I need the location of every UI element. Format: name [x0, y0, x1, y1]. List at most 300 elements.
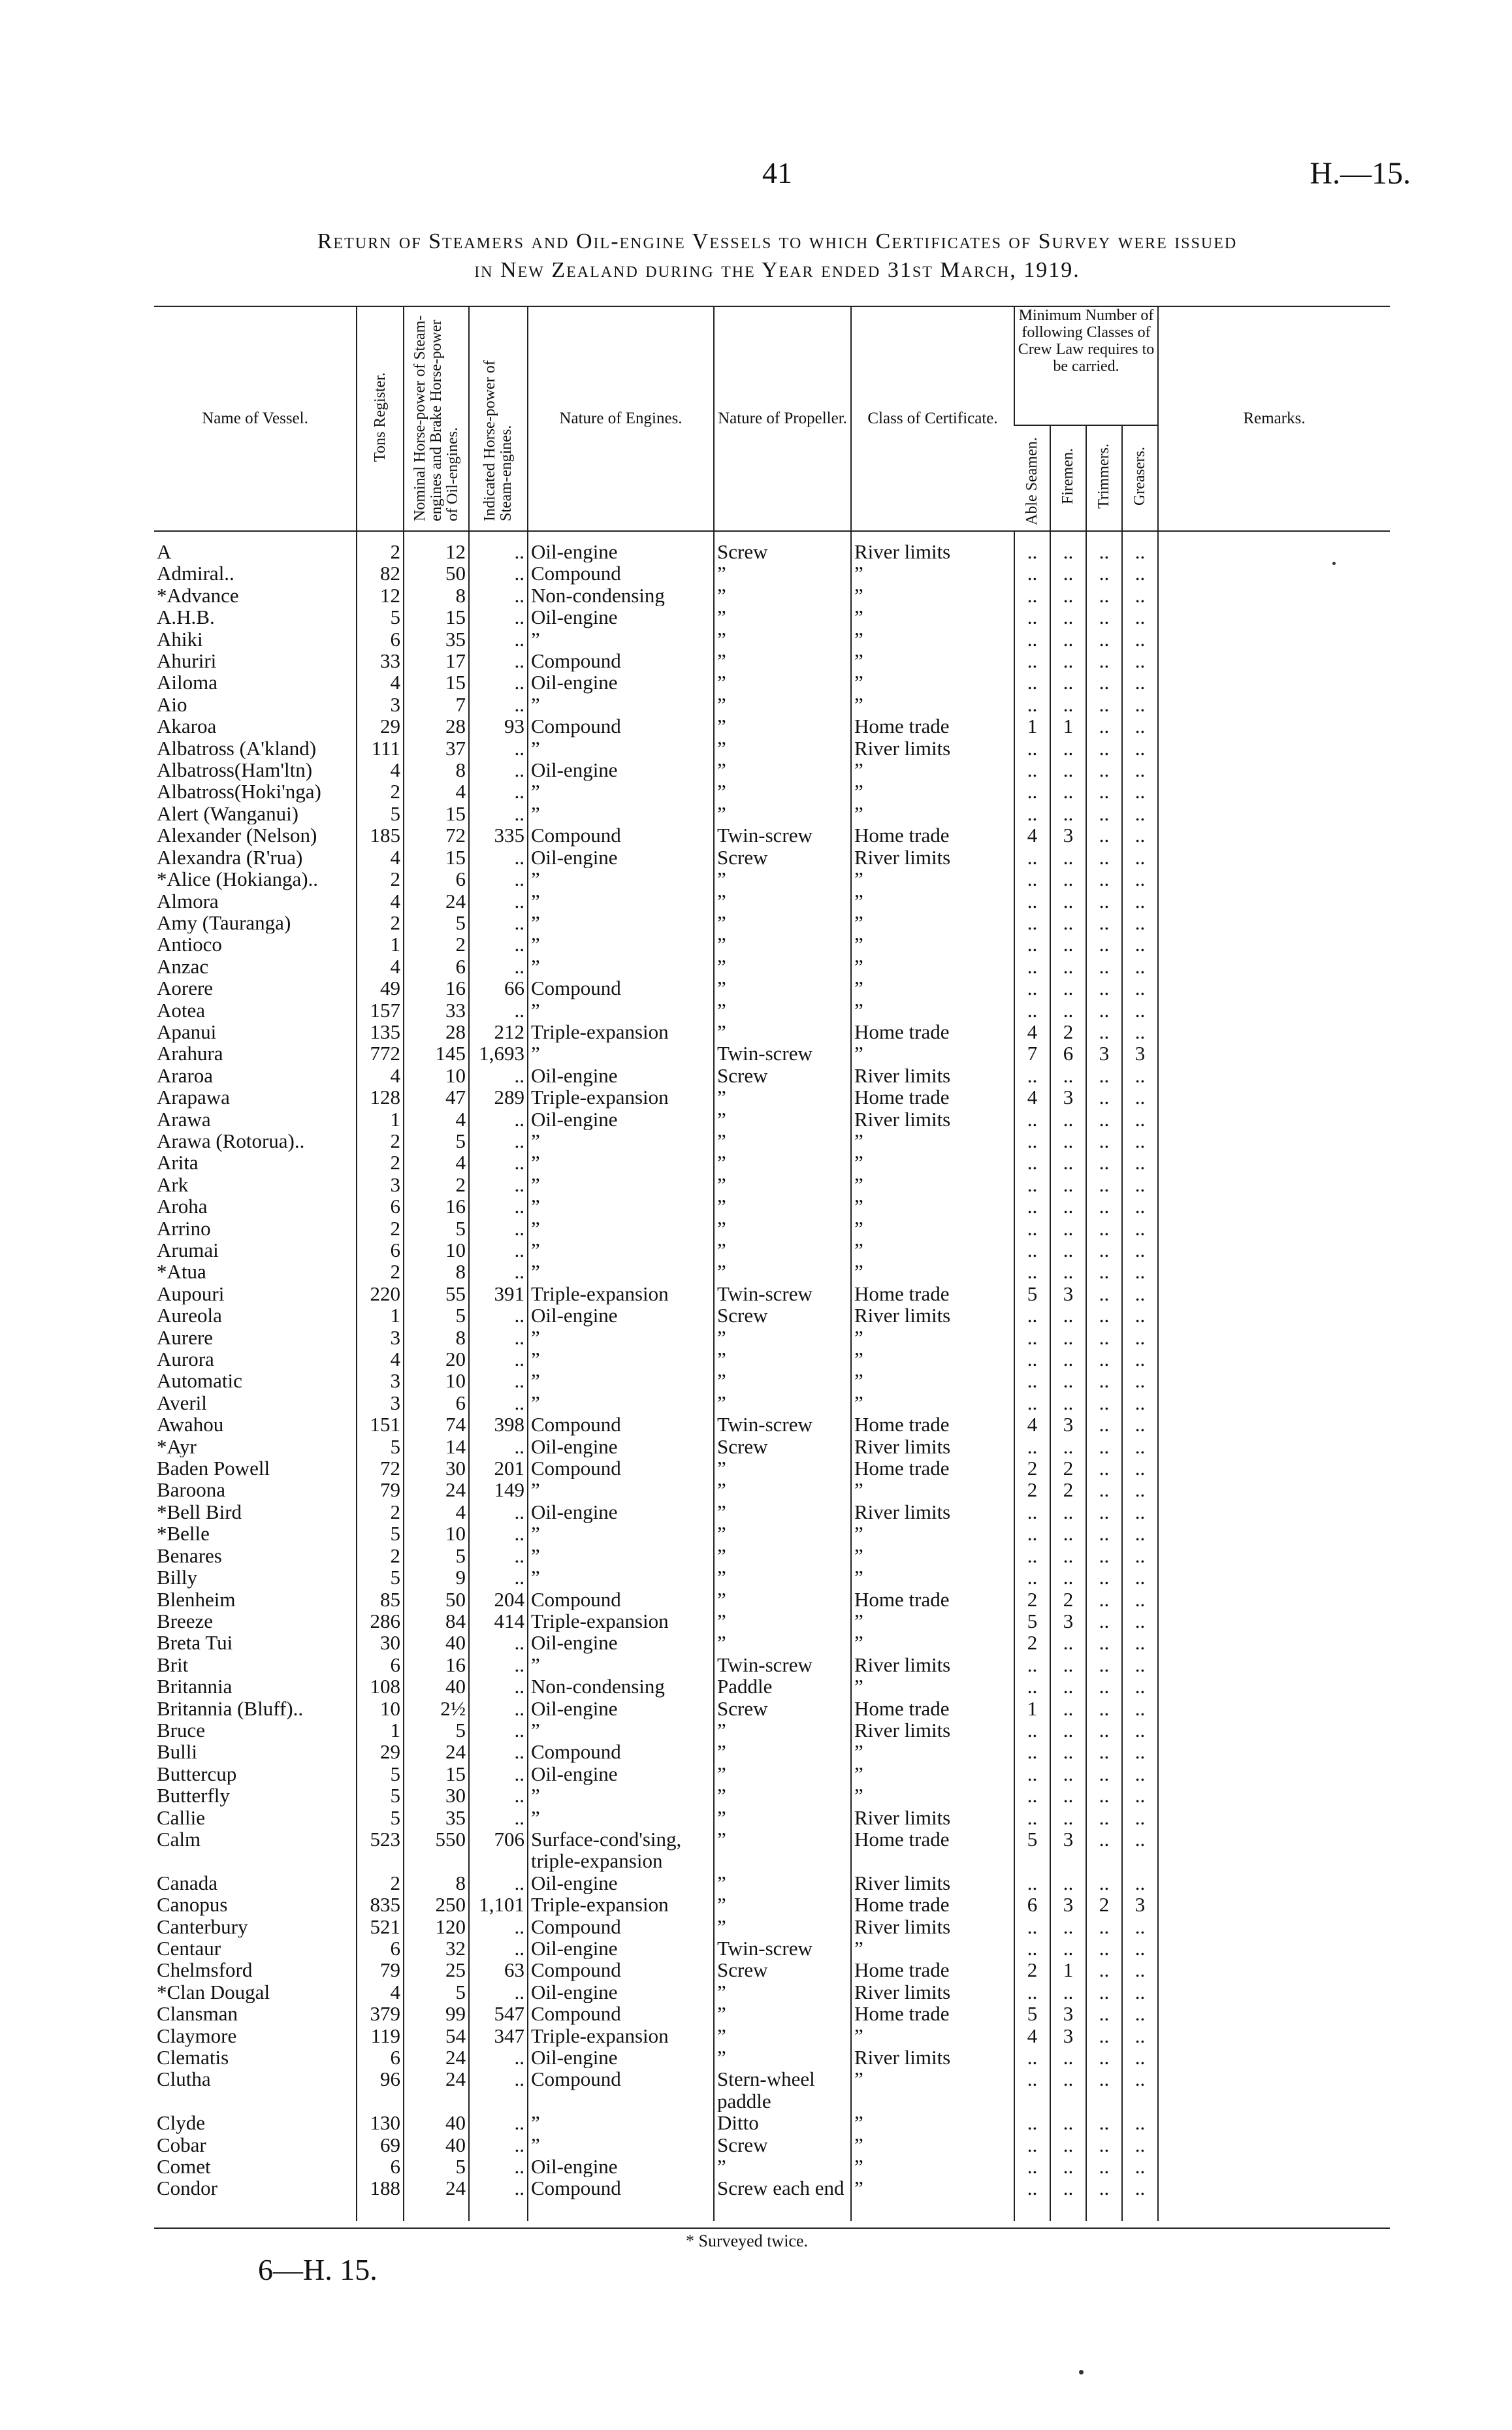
- able-seamen-cell: ..: [1014, 1370, 1050, 1391]
- tons-register-cell: 2: [357, 781, 404, 802]
- greasers-cell: ..: [1122, 759, 1158, 781]
- indicated-hp-cell: ..: [469, 628, 528, 650]
- col-header-greasers: Greasers.: [1122, 425, 1158, 531]
- propeller-type-cell: ”: [714, 1239, 851, 1261]
- propeller-type-cell: ”: [714, 1981, 851, 2003]
- table-row: [154, 1261, 1390, 1282]
- trimmers-cell: ..: [1086, 2025, 1122, 2047]
- trimmers-cell: ..: [1086, 824, 1122, 846]
- engine-type-cell: Oil-engine: [528, 847, 714, 868]
- indicated-hp-cell: ..: [469, 1545, 528, 1566]
- greasers-cell: ..: [1122, 1545, 1158, 1566]
- tons-register-cell: 82: [357, 562, 404, 584]
- greasers-cell: ..: [1122, 1610, 1158, 1632]
- trimmers-cell: ..: [1086, 1632, 1122, 1653]
- greasers-cell: ..: [1122, 1261, 1158, 1282]
- certificate-class-cell: ”: [851, 1632, 1014, 1653]
- trimmers-cell: ..: [1086, 1436, 1122, 1457]
- vessel-name-cell: Admiral..: [157, 562, 234, 585]
- tons-register-cell: 5: [357, 1436, 404, 1457]
- vessel-name-cell: Ailoma: [157, 672, 217, 694]
- remarks-cell: [1158, 2025, 1390, 2047]
- table-row: [154, 1698, 1390, 1719]
- firemen-cell: 2: [1050, 1589, 1086, 1610]
- greasers-cell: ..: [1122, 2068, 1158, 2112]
- tons-register-cell: 6: [357, 2047, 404, 2068]
- tons-register-cell: 119: [357, 2025, 404, 2047]
- remarks-cell: [1158, 2068, 1390, 2112]
- indicated-hp-cell: ..: [469, 672, 528, 693]
- nominal-hp-cell: 40: [404, 1676, 469, 1697]
- able-seamen-cell: ..: [1014, 1239, 1050, 1261]
- table-row: [154, 1195, 1390, 1217]
- footer-code: 6—H. 15.: [258, 2253, 378, 2286]
- greasers-cell: ..: [1122, 1916, 1158, 1937]
- tons-register-cell: 5: [357, 1785, 404, 1806]
- able-seamen-cell: ..: [1014, 2112, 1050, 2133]
- vessel-name-cell: Aureola: [157, 1304, 222, 1327]
- vessel-name-cell: Britannia (Bluff)..: [157, 1697, 304, 1719]
- firemen-cell: 3: [1050, 1086, 1086, 1108]
- propeller-type-cell: ”: [714, 1348, 851, 1370]
- firemen-cell: 3: [1050, 1894, 1086, 1915]
- remarks-cell: [1158, 2003, 1390, 2024]
- table-row: [154, 694, 1390, 715]
- certificate-class-cell: ”: [851, 1174, 1014, 1195]
- remarks-cell: [1158, 1152, 1390, 1173]
- certificate-class-cell: Home trade: [851, 1828, 1014, 1872]
- remarks-cell: [1158, 1174, 1390, 1195]
- trimmers-cell: ..: [1086, 1501, 1122, 1523]
- propeller-type-cell: ”: [714, 737, 851, 759]
- firemen-cell: ..: [1050, 1741, 1086, 1762]
- trimmers-cell: ..: [1086, 1195, 1122, 1217]
- tons-register-cell: 72: [357, 1457, 404, 1479]
- certificate-class-cell: ”: [851, 890, 1014, 912]
- indicated-hp-cell: ..: [469, 1654, 528, 1676]
- vessel-name-cell: *Belle: [157, 1523, 210, 1545]
- certificate-class-cell: ”: [851, 672, 1014, 693]
- able-seamen-cell: 1: [1014, 715, 1050, 737]
- greasers-cell: ..: [1122, 999, 1158, 1021]
- greasers-cell: ..: [1122, 1174, 1158, 1195]
- firemen-cell: ..: [1050, 1676, 1086, 1697]
- indicated-hp-cell: ..: [469, 1327, 528, 1348]
- vessel-name-cell: Canopus: [157, 1894, 228, 1916]
- table-row: [154, 1523, 1390, 1544]
- able-seamen-cell: ..: [1014, 1719, 1050, 1741]
- able-seamen-cell: ..: [1014, 1195, 1050, 1217]
- engine-type-cell: ”: [528, 1807, 714, 1828]
- engine-type-cell: Compound: [528, 715, 714, 737]
- indicated-hp-cell: ..: [469, 1218, 528, 1239]
- vessel-name-cell: A.H.B.: [157, 606, 215, 628]
- table-row: [154, 956, 1390, 977]
- able-seamen-cell: ..: [1014, 1763, 1050, 1785]
- certificate-class-cell: ”: [851, 933, 1014, 955]
- stray-mark: [1079, 2370, 1084, 2374]
- tons-register-cell: 3: [357, 1327, 404, 1348]
- trimmers-cell: ..: [1086, 2112, 1122, 2133]
- propeller-type-cell: ”: [714, 1589, 851, 1610]
- trimmers-cell: 3: [1086, 1043, 1122, 1064]
- greasers-cell: ..: [1122, 1392, 1158, 1414]
- able-seamen-cell: ..: [1014, 868, 1050, 890]
- firemen-cell: ..: [1050, 2112, 1086, 2133]
- engine-type-cell: Oil-engine: [528, 2156, 714, 2177]
- certificate-class-cell: ”: [851, 977, 1014, 999]
- col-header-name: Name of Vessel.: [154, 306, 357, 531]
- remarks-cell: [1158, 1239, 1390, 1261]
- nominal-hp-cell: 14: [404, 1436, 469, 1457]
- footnote: * Surveyed twice.: [686, 2231, 809, 2250]
- table-row: [154, 912, 1390, 933]
- able-seamen-cell: ..: [1014, 1741, 1050, 1762]
- engine-type-cell: Oil-engine: [528, 1501, 714, 1523]
- vessel-name-cell: Apanui: [157, 1020, 217, 1043]
- indicated-hp-cell: ..: [469, 1741, 528, 1762]
- table-row: [154, 847, 1390, 868]
- trimmers-cell: ..: [1086, 2177, 1122, 2221]
- nominal-hp-cell: 8: [404, 1327, 469, 1348]
- propeller-type-cell: ”: [714, 977, 851, 999]
- indicated-hp-cell: 201: [469, 1457, 528, 1479]
- greasers-cell: ..: [1122, 2177, 1158, 2221]
- able-seamen-cell: ..: [1014, 1807, 1050, 1828]
- table-row: [154, 1785, 1390, 1806]
- trimmers-cell: ..: [1086, 1523, 1122, 1544]
- trimmers-cell: ..: [1086, 1676, 1122, 1697]
- firemen-cell: ..: [1050, 672, 1086, 693]
- remarks-cell: [1158, 1457, 1390, 1479]
- engine-type-cell: Compound: [528, 1457, 714, 1479]
- greasers-cell: ..: [1122, 1981, 1158, 2003]
- tons-register-cell: 108: [357, 1676, 404, 1697]
- tons-register-cell: 4: [357, 672, 404, 693]
- vessel-name-cell: Ark: [157, 1173, 189, 1196]
- remarks-cell: [1158, 1304, 1390, 1326]
- remarks-cell: [1158, 1981, 1390, 2003]
- indicated-hp-cell: ..: [469, 1632, 528, 1653]
- indicated-hp-cell: 1,693: [469, 1043, 528, 1064]
- indicated-hp-cell: ..: [469, 1195, 528, 1217]
- able-seamen-cell: ..: [1014, 628, 1050, 650]
- engine-type-cell: Compound: [528, 2177, 714, 2221]
- engine-type-cell: ”: [528, 694, 714, 715]
- vessel-name-cell: Arahura: [157, 1043, 223, 1065]
- greasers-cell: ..: [1122, 650, 1158, 672]
- vessel-name-cell: Alexander (Nelson): [157, 824, 317, 847]
- table-row: [154, 999, 1390, 1021]
- certificate-class-cell: ”: [851, 999, 1014, 1021]
- firemen-cell: 2: [1050, 1457, 1086, 1479]
- certificate-class-cell: ”: [851, 781, 1014, 802]
- certificate-class-cell: River limits: [851, 2047, 1014, 2068]
- able-seamen-cell: 7: [1014, 1043, 1050, 1064]
- propeller-type-cell: ”: [714, 1152, 851, 1173]
- vessel-name-cell: A: [157, 540, 172, 563]
- engine-type-cell: ”: [528, 1327, 714, 1348]
- remarks-cell: [1158, 694, 1390, 715]
- vessel-name-cell: Aurere: [157, 1326, 214, 1349]
- greasers-cell: ..: [1122, 1218, 1158, 1239]
- vessel-name-cell: *Bell Bird: [157, 1500, 242, 1523]
- certificate-class-cell: River limits: [851, 847, 1014, 868]
- firemen-cell: ..: [1050, 803, 1086, 824]
- propeller-type-cell: Twin-screw: [714, 1654, 851, 1676]
- greasers-cell: ..: [1122, 803, 1158, 824]
- certificate-class-cell: Home trade: [851, 824, 1014, 846]
- tons-register-cell: 6: [357, 1239, 404, 1261]
- engine-type-cell: ”: [528, 868, 714, 890]
- engine-type-cell: ”: [528, 1545, 714, 1566]
- greasers-cell: ..: [1122, 1436, 1158, 1457]
- table-row: [154, 562, 1390, 584]
- able-seamen-cell: ..: [1014, 912, 1050, 933]
- tons-register-cell: 286: [357, 1610, 404, 1632]
- indicated-hp-cell: 347: [469, 2025, 528, 2047]
- certificate-class-cell: ”: [851, 1937, 1014, 1959]
- trimmers-cell: ..: [1086, 2047, 1122, 2068]
- engine-type-cell: ”: [528, 1261, 714, 1282]
- firemen-cell: ..: [1050, 1981, 1086, 2003]
- firemen-cell: ..: [1050, 650, 1086, 672]
- remarks-cell: [1158, 562, 1390, 584]
- engine-type-cell: Compound: [528, 650, 714, 672]
- tons-register-cell: 2: [357, 1501, 404, 1523]
- nominal-hp-cell: 10: [404, 1370, 469, 1391]
- firemen-cell: 3: [1050, 1283, 1086, 1304]
- indicated-hp-cell: ..: [469, 781, 528, 802]
- remarks-cell: [1158, 956, 1390, 977]
- greasers-cell: ..: [1122, 2156, 1158, 2177]
- firemen-cell: ..: [1050, 781, 1086, 802]
- greasers-cell: ..: [1122, 1676, 1158, 1697]
- certificate-class-cell: ”: [851, 1479, 1014, 1500]
- remarks-cell: [1158, 2047, 1390, 2068]
- firemen-cell: ..: [1050, 585, 1086, 606]
- propeller-type-cell: Screw: [714, 1065, 851, 1086]
- able-seamen-cell: ..: [1014, 1065, 1050, 1086]
- propeller-type-cell: ”: [714, 803, 851, 824]
- nominal-hp-cell: 55: [404, 1283, 469, 1304]
- col-header-propeller: Nature of Propeller.: [714, 306, 851, 531]
- indicated-hp-cell: 706: [469, 1828, 528, 1872]
- engine-type-cell: Oil-engine: [528, 1937, 714, 1959]
- indicated-hp-cell: ..: [469, 933, 528, 955]
- greasers-cell: ..: [1122, 737, 1158, 759]
- trimmers-cell: ..: [1086, 1086, 1122, 1108]
- tons-register-cell: 96: [357, 2068, 404, 2112]
- trimmers-cell: ..: [1086, 1327, 1122, 1348]
- propeller-type-cell: Screw: [714, 2134, 851, 2156]
- indicated-hp-cell: ..: [469, 1698, 528, 1719]
- table-row: [154, 1676, 1390, 1697]
- engine-type-cell: ”: [528, 803, 714, 824]
- trimmers-cell: ..: [1086, 977, 1122, 999]
- able-seamen-cell: ..: [1014, 1676, 1050, 1697]
- able-seamen-cell: ..: [1014, 737, 1050, 759]
- vessel-name-cell: *Ayr: [157, 1435, 197, 1458]
- tons-register-cell: 6: [357, 1937, 404, 1959]
- nominal-hp-cell: 5: [404, 1545, 469, 1566]
- firemen-cell: ..: [1050, 1239, 1086, 1261]
- engine-type-cell: ”: [528, 1719, 714, 1741]
- propeller-type-cell: ”: [714, 1174, 851, 1195]
- tons-register-cell: 772: [357, 1043, 404, 1064]
- engine-type-cell: ”: [528, 2112, 714, 2133]
- trimmers-cell: ..: [1086, 1130, 1122, 1152]
- tons-register-cell: 2: [357, 1152, 404, 1173]
- indicated-hp-cell: 398: [469, 1414, 528, 1435]
- trimmers-cell: ..: [1086, 868, 1122, 890]
- nominal-hp-cell: 10: [404, 1239, 469, 1261]
- able-seamen-cell: ..: [1014, 2047, 1050, 2068]
- tons-register-cell: 79: [357, 1479, 404, 1500]
- propeller-type-cell: ”: [714, 1501, 851, 1523]
- firemen-cell: ..: [1050, 1065, 1086, 1086]
- indicated-hp-cell: ..: [469, 1763, 528, 1785]
- firemen-cell: ..: [1050, 694, 1086, 715]
- table-row: [154, 1937, 1390, 1959]
- certificate-class-cell: Home trade: [851, 1589, 1014, 1610]
- propeller-type-cell: ”: [714, 759, 851, 781]
- nominal-hp-cell: 16: [404, 1654, 469, 1676]
- engine-type-cell: ”: [528, 628, 714, 650]
- able-seamen-cell: ..: [1014, 999, 1050, 1021]
- able-seamen-cell: ..: [1014, 1109, 1050, 1130]
- engine-type-cell: ”: [528, 1392, 714, 1414]
- propeller-type-cell: ”: [714, 672, 851, 693]
- propeller-type-cell: ”: [714, 1195, 851, 1217]
- table-row: [154, 977, 1390, 999]
- able-seamen-cell: 4: [1014, 1414, 1050, 1435]
- greasers-cell: ..: [1122, 847, 1158, 868]
- certificate-class-cell: ”: [851, 1566, 1014, 1588]
- engine-type-cell: Oil-engine: [528, 1632, 714, 1653]
- tons-register-cell: 2: [357, 1545, 404, 1566]
- table-row: [154, 2134, 1390, 2156]
- nominal-hp-cell: 4: [404, 1501, 469, 1523]
- propeller-type-cell: ”: [714, 2003, 851, 2024]
- trimmers-cell: ..: [1086, 1152, 1122, 1173]
- propeller-type-cell: ”: [714, 1392, 851, 1414]
- trimmers-cell: ..: [1086, 912, 1122, 933]
- trimmers-cell: ..: [1086, 1566, 1122, 1588]
- greasers-cell: ..: [1122, 1523, 1158, 1544]
- able-seamen-cell: ..: [1014, 562, 1050, 584]
- firemen-cell: 3: [1050, 1610, 1086, 1632]
- indicated-hp-cell: ..: [469, 1304, 528, 1326]
- tons-register-cell: 185: [357, 824, 404, 846]
- engine-type-cell: Compound: [528, 977, 714, 999]
- certificate-class-cell: River limits: [851, 531, 1014, 562]
- propeller-type-cell: Screw: [714, 1698, 851, 1719]
- certificate-class-cell: ”: [851, 2112, 1014, 2133]
- able-seamen-cell: 4: [1014, 1021, 1050, 1043]
- firemen-cell: 3: [1050, 2003, 1086, 2024]
- col-header-remarks: Remarks.: [1158, 306, 1390, 531]
- remarks-cell: [1158, 1654, 1390, 1676]
- certificate-class-cell: ”: [851, 1327, 1014, 1348]
- table-row: [154, 1327, 1390, 1348]
- able-seamen-cell: ..: [1014, 2156, 1050, 2177]
- greasers-cell: ..: [1122, 977, 1158, 999]
- remarks-cell: [1158, 1937, 1390, 1959]
- certificate-class-cell: ”: [851, 1152, 1014, 1173]
- firemen-cell: ..: [1050, 1370, 1086, 1391]
- tons-register-cell: 3: [357, 694, 404, 715]
- col-header-able-seamen: Able Seamen.: [1014, 425, 1050, 531]
- tons-register-cell: 29: [357, 1741, 404, 1762]
- indicated-hp-cell: ..: [469, 2047, 528, 2068]
- nominal-hp-cell: 4: [404, 1109, 469, 1130]
- indicated-hp-cell: ..: [469, 868, 528, 890]
- table-row: [154, 1086, 1390, 1108]
- engine-type-cell: ”: [528, 1523, 714, 1544]
- firemen-cell: ..: [1050, 562, 1086, 584]
- engine-type-cell: ”: [528, 1239, 714, 1261]
- propeller-type-cell: ”: [714, 1763, 851, 1785]
- tons-register-cell: 85: [357, 1589, 404, 1610]
- table-row: [154, 1828, 1390, 1872]
- trimmers-cell: ..: [1086, 715, 1122, 737]
- able-seamen-cell: ..: [1014, 531, 1050, 562]
- able-seamen-cell: 4: [1014, 824, 1050, 846]
- firemen-cell: ..: [1050, 847, 1086, 868]
- able-seamen-cell: ..: [1014, 672, 1050, 693]
- trimmers-cell: ..: [1086, 1261, 1122, 1282]
- certificate-class-cell: River limits: [851, 1109, 1014, 1130]
- nominal-hp-cell: 32: [404, 1937, 469, 1959]
- greasers-cell: 3: [1122, 1043, 1158, 1064]
- nominal-hp-cell: 35: [404, 628, 469, 650]
- able-seamen-cell: ..: [1014, 1327, 1050, 1348]
- firemen-cell: ..: [1050, 628, 1086, 650]
- tons-register-cell: 135: [357, 1021, 404, 1043]
- tons-register-cell: 128: [357, 1086, 404, 1108]
- firemen-cell: ..: [1050, 1545, 1086, 1566]
- certificate-class-cell: River limits: [851, 737, 1014, 759]
- nominal-hp-cell: 5: [404, 1719, 469, 1741]
- certificate-class-cell: River limits: [851, 1436, 1014, 1457]
- tons-register-cell: 1: [357, 933, 404, 955]
- nominal-hp-cell: 5: [404, 912, 469, 933]
- vessel-name-cell: Calm: [157, 1828, 201, 1851]
- greasers-cell: ..: [1122, 2003, 1158, 2024]
- indicated-hp-cell: ..: [469, 759, 528, 781]
- propeller-type-cell: ”: [714, 1807, 851, 1828]
- indicated-hp-cell: ..: [469, 1109, 528, 1130]
- greasers-cell: 3: [1122, 1894, 1158, 1915]
- indicated-hp-cell: 93: [469, 715, 528, 737]
- indicated-hp-cell: ..: [469, 1785, 528, 1806]
- remarks-cell: [1158, 531, 1390, 562]
- title-line-1: Return of Steamers and Oil-engine Vessels to which Certificates of Survey were issued: [317, 229, 1238, 253]
- propeller-type-cell: ”: [714, 1872, 851, 1894]
- able-seamen-cell: ..: [1014, 1261, 1050, 1282]
- trimmers-cell: ..: [1086, 1872, 1122, 1894]
- propeller-type-cell: ”: [714, 1479, 851, 1500]
- nominal-hp-cell: 4: [404, 781, 469, 802]
- table-row: [154, 1152, 1390, 1173]
- vessel-name-cell: *Alice (Hokianga)..: [157, 868, 319, 890]
- indicated-hp-cell: ..: [469, 737, 528, 759]
- certificate-class-cell: River limits: [851, 1916, 1014, 1937]
- firemen-cell: 2: [1050, 1021, 1086, 1043]
- remarks-cell: [1158, 912, 1390, 933]
- vessel-name-cell: Bulli: [157, 1741, 198, 1763]
